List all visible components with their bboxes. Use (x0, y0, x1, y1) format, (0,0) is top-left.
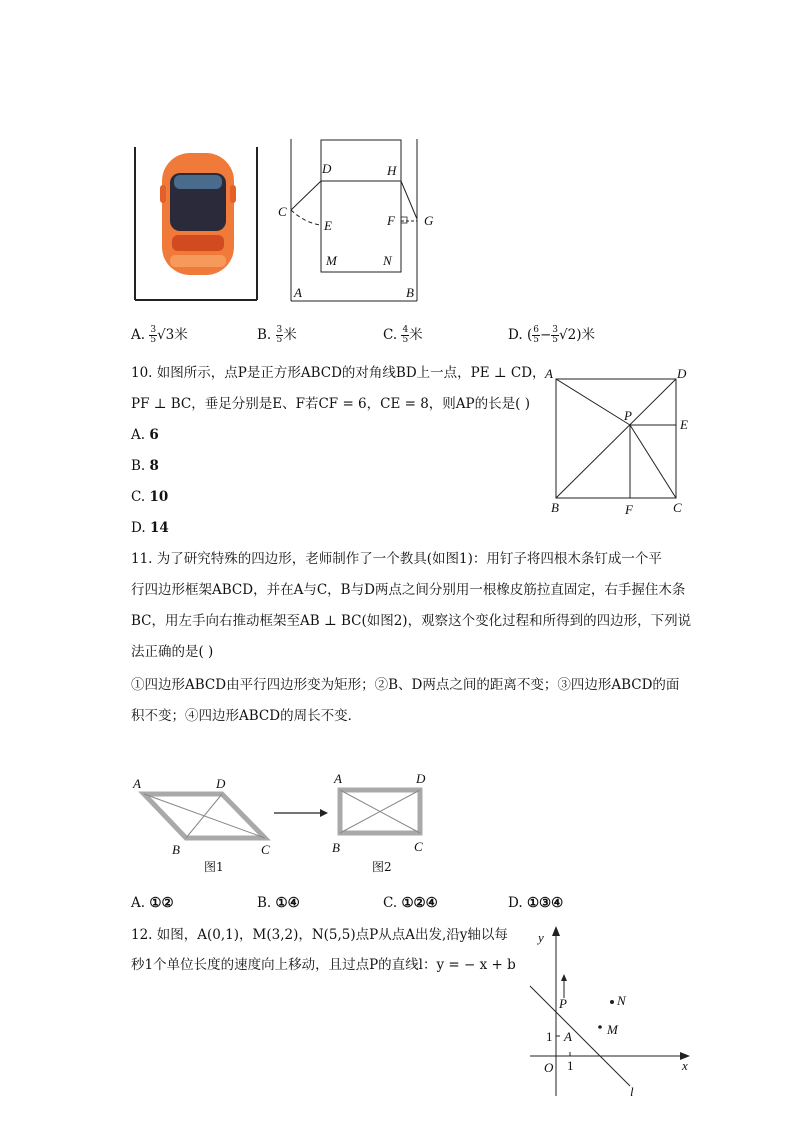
label-O: O (544, 1060, 554, 1075)
label-C: C (414, 839, 423, 854)
q10-option-a[interactable]: A. 6 (131, 427, 159, 443)
coordinate-plane-figure (528, 924, 698, 1100)
label-1-y: 1 (546, 1029, 553, 1044)
label-H: H (387, 163, 397, 178)
label-B: B (551, 500, 559, 515)
label-E: E (680, 417, 688, 432)
label-B: B (406, 285, 414, 300)
label-A: A (545, 366, 553, 381)
label-1-x: 1 (567, 1058, 574, 1073)
rectangle-figure-2 (328, 770, 438, 877)
q10-option-b[interactable]: B. 8 (131, 458, 159, 474)
q11-stem-line6: 积不变；④四边形ABCD的周长不变． (131, 708, 362, 724)
q9-option-c[interactable]: C. $\frac{4}{5}$ 米 (383, 325, 423, 345)
figure-1-caption: 图1 (204, 860, 224, 874)
q11-stem-line4: 法正确的是( ) (131, 644, 214, 660)
label-F: F (387, 213, 395, 228)
label-E: E (324, 218, 332, 233)
label-M: M (607, 1022, 618, 1037)
q11-option-b[interactable]: B. ①④ (257, 895, 300, 911)
q11-option-c[interactable]: C. ①②④ (383, 895, 438, 911)
label-C: C (673, 500, 682, 515)
label-D: D (677, 366, 687, 381)
figure-2-caption: 图2 (372, 860, 392, 874)
label-A: A (564, 1029, 572, 1044)
label-P: P (559, 996, 567, 1011)
q11-stem-line5: ①四边形ABCD由平行四边形变为矩形；②B、D两点之间的距离不变；③四边形ABCD的面 (131, 677, 680, 693)
label-x: x (682, 1058, 688, 1073)
label-A: A (294, 285, 302, 300)
parallelogram-figure-1 (130, 772, 280, 877)
q11-stem-line3: BC，用左手向右推动框架至AB ⊥ BC(如图2)，观察这个变化过程和所得到的四边形，下列说 (131, 613, 692, 629)
q10-option-c[interactable]: C. 10 (131, 489, 169, 505)
q9-option-b[interactable]: B. $\frac{3}{5}$ 米 (257, 325, 297, 345)
car-icon (160, 153, 236, 275)
q9-option-a[interactable]: A. $\frac{3}{5}$ √3米 (131, 325, 188, 345)
q10-stem-line2: PF ⊥ BC，垂足分别是E、F若CF = 6，CE = 8，则AP的长是( ) (131, 396, 530, 412)
label-l: l (630, 1084, 634, 1099)
label-M: M (326, 253, 337, 268)
label-C: C (278, 204, 287, 219)
q11-option-a[interactable]: A. ①② (131, 895, 174, 911)
label-A: A (334, 771, 342, 786)
q11-stem-line1: 11. 为了研究特殊的四边形，老师制作了一个教具(如图1)：用钉子将四根木条钉成一个平 (131, 551, 662, 567)
q9-option-d[interactable]: D. ( $\frac{6}{5}$ − $\frac{3}{5}$ √2)米 (508, 325, 595, 345)
q10-option-d[interactable]: D. 14 (131, 520, 169, 536)
label-P: P (624, 408, 632, 423)
label-C: C (261, 842, 270, 857)
label-D: D (416, 771, 426, 786)
label-B: B (172, 842, 180, 857)
q12-stem-line2: 秒1个单位长度的速度向上移动，且过点P的直线l：y = − x + b (131, 957, 516, 973)
label-D: D (322, 161, 332, 176)
label-A: A (133, 776, 141, 791)
car-parking-figure (130, 145, 260, 303)
label-N: N (617, 993, 626, 1008)
q12-stem-line1: 12. 如图，A(0,1)，M(3,2)，N(5,5)点P从点A出发,沿y轴以每 (131, 927, 508, 943)
square-diagram (540, 362, 700, 522)
q11-option-d[interactable]: D. ①③④ (508, 895, 564, 911)
label-D: D (216, 776, 226, 791)
q10-stem-line1: 10. 如图所示，点P是正方形ABCD的对角线BD上一点，PE ⊥ CD， (131, 365, 546, 381)
label-F: F (625, 502, 633, 517)
q11-stem-line2: 行四边形框架ABCD，并在A与C，B与D两点之间分别用一根橡皮筋拉直固定，右手握住木条 (131, 582, 686, 598)
label-G: G (424, 213, 434, 228)
label-B: B (332, 840, 340, 855)
label-N: N (383, 253, 392, 268)
arrow-icon (272, 805, 330, 819)
label-y: y (538, 930, 544, 945)
parking-diagram (275, 135, 445, 305)
